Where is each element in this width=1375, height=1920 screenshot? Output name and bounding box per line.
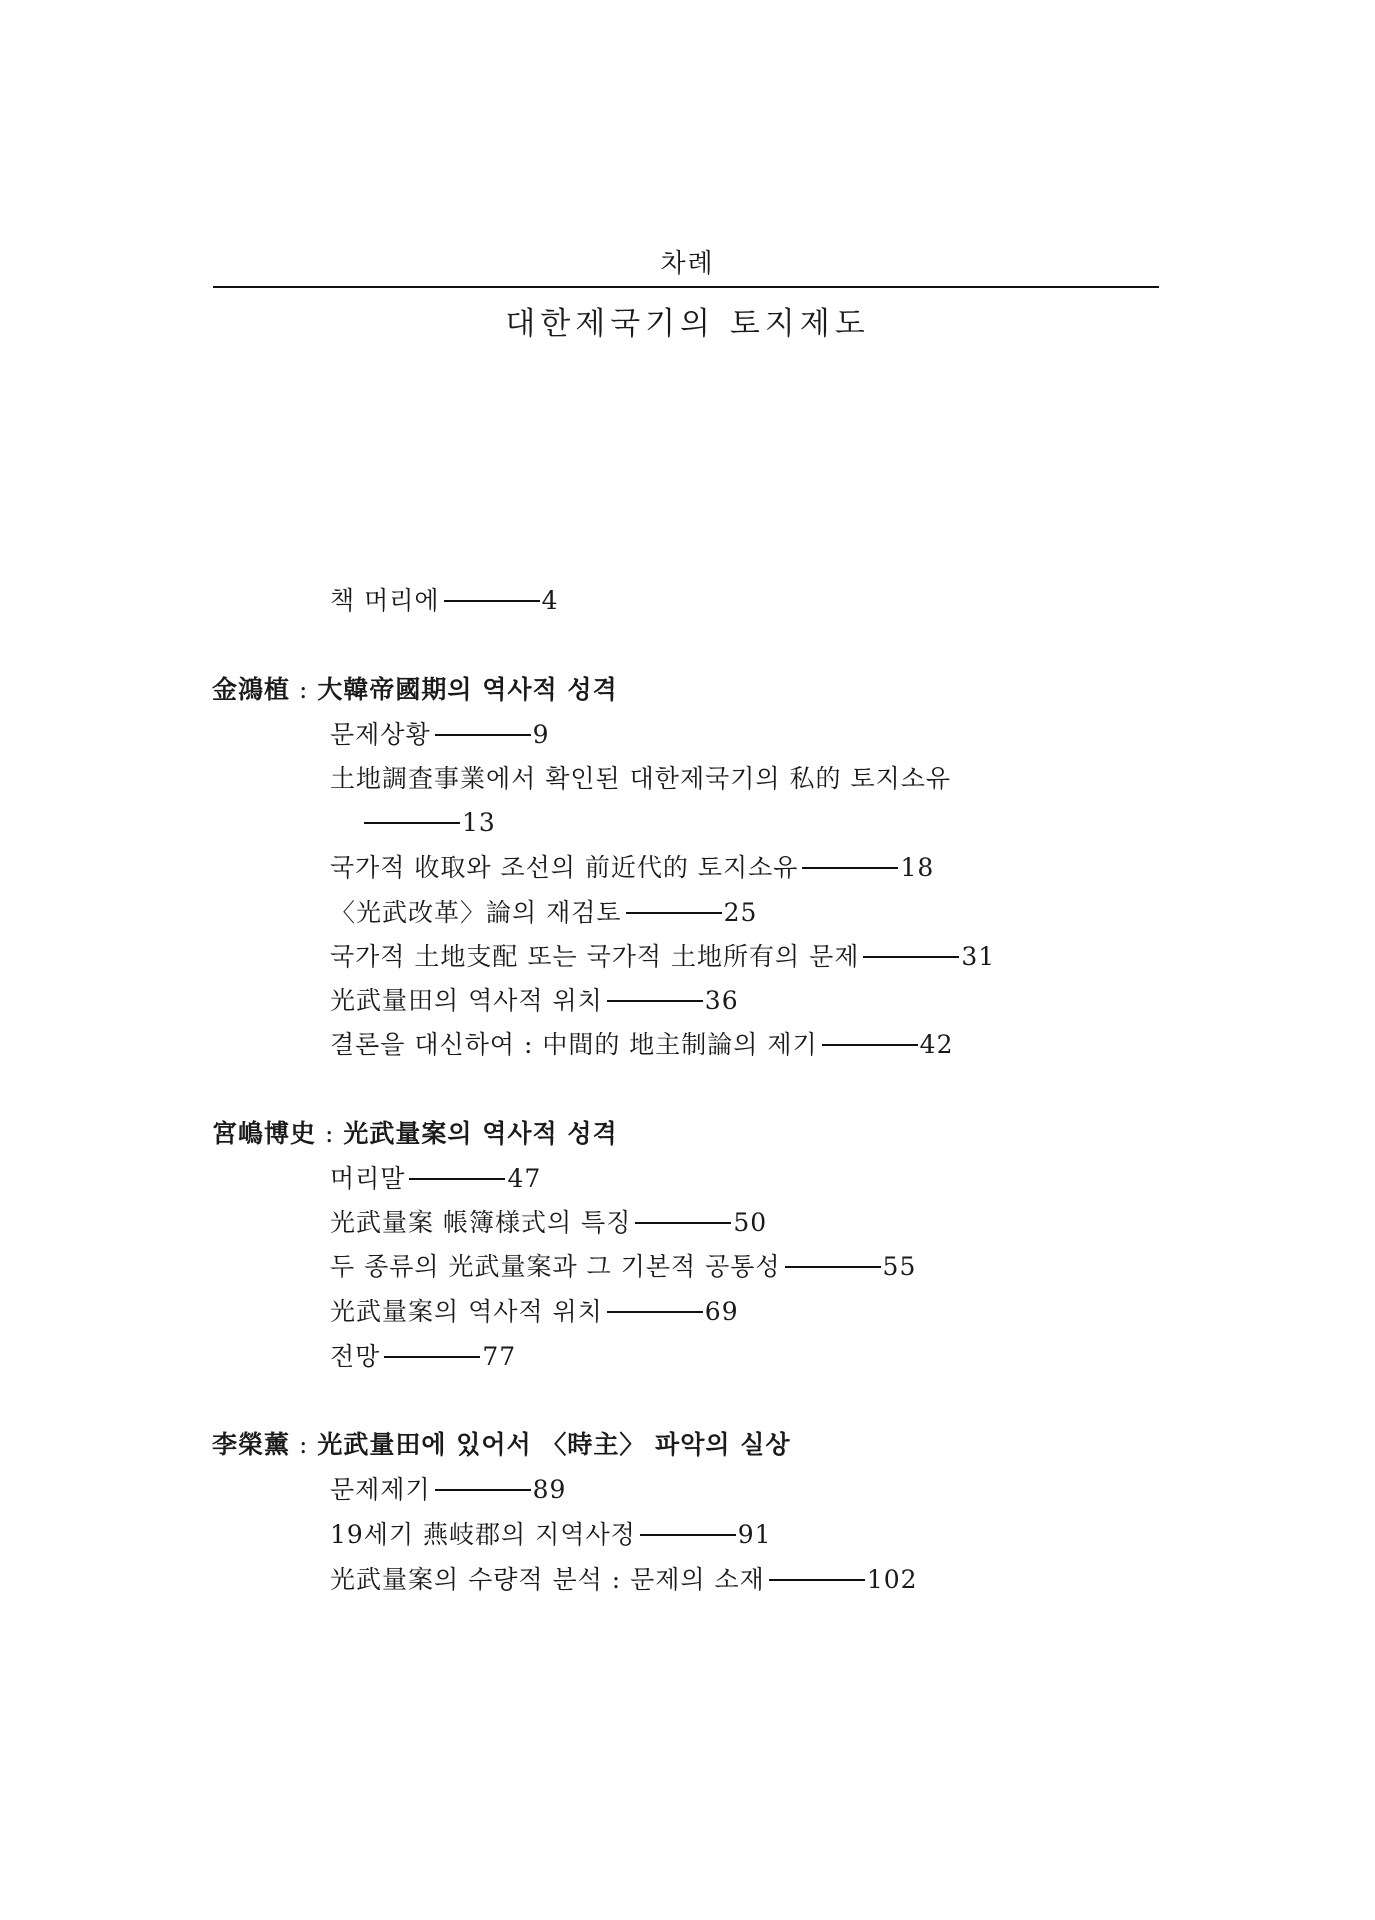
toc-entry[interactable]: [330, 1473, 566, 1507]
leader-dash: [364, 822, 460, 824]
entry-title: 국가적 土地支配 또는 국가적 土地所有의 문제: [330, 942, 860, 971]
toc-entry[interactable]: [330, 1028, 953, 1062]
header-divider: [213, 286, 1159, 288]
leader-dash: [863, 956, 959, 958]
section-author: 李榮薰: [212, 1430, 291, 1459]
toc-entry-preface[interactable]: [330, 584, 558, 618]
entry-page: 9: [532, 720, 550, 749]
book-title: 대한제국기의 토지제도: [505, 306, 870, 342]
entry-title: 光武量案의 역사적 위치: [330, 1297, 603, 1326]
toc-entry[interactable]: [330, 1340, 516, 1374]
leader-dash: [626, 912, 722, 914]
entry-page: 55: [882, 1252, 917, 1281]
leader-dash: [785, 1266, 881, 1268]
entry-page: 4: [541, 586, 559, 615]
entry-title: 19세기 燕岐郡의 지역사정: [330, 1520, 636, 1549]
leader-dash: [635, 1222, 731, 1224]
entry-page: 77: [482, 1342, 517, 1371]
entry-page: 42: [919, 1030, 954, 1059]
entry-title: 土地調査事業에서 확인된 대한제국기의 私的 토지소유: [330, 764, 952, 793]
entry-title: 두 종류의 光武量案과 그 기본적 공통성: [330, 1252, 781, 1281]
entry-page: 91: [737, 1520, 772, 1549]
leader-dash: [435, 734, 531, 736]
entry-title: 문제상황: [330, 720, 431, 749]
entry-title: 〈光武改革〉論의 재검토: [330, 898, 622, 927]
section-heading: 宮嶋博史 : 光武量案의 역사적 성격: [212, 1119, 618, 1148]
leader-dash: [640, 1534, 736, 1536]
toc-entry[interactable]: [330, 1518, 772, 1552]
entry-page: 25: [723, 898, 758, 927]
entry-page: 18: [900, 853, 935, 882]
toc-entry[interactable]: [330, 984, 739, 1018]
toc-entry-continuation[interactable]: [364, 806, 496, 840]
leader-dash: [435, 1489, 531, 1491]
leader-dash: [384, 1356, 480, 1358]
leader-dash: [607, 1311, 703, 1313]
leader-dash: [409, 1178, 505, 1180]
entry-title: 光武量案 帳簿様式의 특징: [330, 1208, 632, 1237]
leader-dash: [769, 1579, 865, 1581]
entry-page: 36: [704, 986, 739, 1015]
toc-entry[interactable]: [330, 851, 934, 885]
section-heading: 金鴻植 : 大韓帝國期의 역사적 성격: [212, 675, 618, 704]
section-author: 金鴻植: [212, 675, 291, 704]
toc-entry[interactable]: [330, 1162, 541, 1196]
toc-entry[interactable]: [330, 762, 951, 796]
toc-entry[interactable]: [330, 1250, 916, 1284]
entry-page: 47: [507, 1164, 542, 1193]
toc-entry[interactable]: [330, 1563, 918, 1597]
section-title: 光武量案의 역사적 성격: [343, 1119, 618, 1148]
entry-title: 국가적 收取와 조선의 前近代的 토지소유: [330, 853, 799, 882]
toc-entry[interactable]: [330, 1206, 767, 1240]
entry-page: 31: [961, 942, 996, 971]
leader-dash: [607, 1000, 703, 1002]
entry-page: 89: [532, 1475, 567, 1504]
entry-title: 전망: [330, 1342, 381, 1371]
toc-entry[interactable]: [330, 940, 995, 974]
entry-title: 光武量案의 수량적 분석 : 문제의 소재: [330, 1565, 765, 1594]
entry-page: 102: [866, 1565, 918, 1594]
contents-label: 차례: [660, 249, 715, 279]
toc-entry[interactable]: [330, 896, 757, 930]
section-title: 大韓帝國期의 역사적 성격: [317, 675, 618, 704]
entry-title: 문제제기: [330, 1475, 431, 1504]
entry-page: 50: [733, 1208, 768, 1237]
entry-title: 책 머리에: [330, 586, 440, 615]
leader-dash: [822, 1044, 918, 1046]
entry-title: 光武量田의 역사적 위치: [330, 986, 603, 1015]
entry-page: 13: [462, 808, 496, 837]
entry-page: 69: [704, 1297, 739, 1326]
leader-dash: [444, 600, 540, 602]
toc-entry[interactable]: [330, 718, 550, 752]
leader-dash: [802, 867, 898, 869]
toc-entry[interactable]: [330, 1295, 739, 1329]
section-heading: 李榮薰 : 光武量田에 있어서 〈時主〉 파악의 실상: [212, 1430, 791, 1459]
section-title: 光武量田에 있어서 〈時主〉 파악의 실상: [317, 1430, 791, 1459]
entry-title: 머리말: [330, 1164, 406, 1193]
section-author: 宮嶋博史: [212, 1119, 317, 1148]
entry-title: 결론을 대신하여 : 中間的 地主制論의 제기: [330, 1030, 818, 1059]
